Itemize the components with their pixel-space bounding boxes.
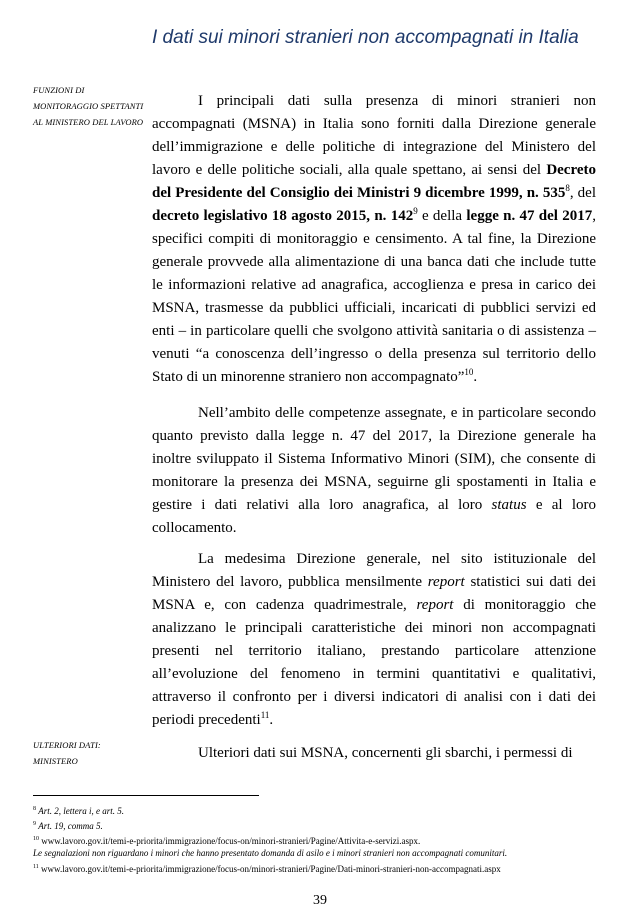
footnote-10: $^{10}$ www.lavoro.gov.it/temi-e-priorita/immigrazione/focus-on/minori-stranieri/Pagine/Attivita-e-servizi.aspx. Le segnalazioni non riguardano i minori che hanno presentato domanda di asilo e i minori stranieri non accompagnati comunitari.	[33, 836, 508, 858]
law-reference: legge n. 47 del 2017	[466, 208, 593, 224]
sidenote-further-data: ULTERIORI DATI: MINISTERO	[33, 740, 101, 766]
page-number: 39	[313, 893, 327, 908]
sidenote-monitoring-functions: FUNZIONI DI MONITORAGGIO SPETTANTI AL MINISTERO DEL LAVORO	[33, 85, 144, 127]
footnote-10-link[interactable]: www.lavoro.gov.it/temi-e-priorita/immigrazione/focus-on/minori-stranieri/Pagine/Attivita-e-servizi.aspx.	[41, 836, 421, 846]
footnote-ref-11[interactable]: 11	[260, 710, 270, 720]
paragraph-4: Ulteriori dati sui MSNA, concernenti gli sbarchi, i permessi di	[198, 745, 573, 761]
footnote-ref-9[interactable]: 9	[413, 206, 418, 216]
paragraph-3: La medesima Direzione generale, nel sito istituzionale del Ministero del lavoro, pubblica mensilmente report statistici sui dati dei MSNA e, con cadenza quadrimestrale, report di monitoraggio che analizzano le principali caratteristiche dei minori non accompagnati presenti nel territorio italiano, prestando particolare attenzione all’evoluzione del fenomeno in termini quantitativi e qualitativi, attraverso il confronto per i diversi indicatori di analisi con i dati dei periodi precedenti$^{11}$.	[152, 551, 597, 728]
footnote-ref-8[interactable]: 8	[565, 183, 570, 193]
footnote-8: $^8$ Art. 2, lettera i, e art. 5.	[33, 806, 124, 816]
footnote-10-note: Le segnalazioni non riguardano i minori che hanno presentato domanda di asilo e i minori stranieri non accompagnati comunitari.	[33, 848, 508, 858]
section-title: I dati sui minori stranieri non accompagnati in Italia	[152, 27, 579, 48]
decree-reference: Decreto del Presidente del Consiglio dei Ministri 9 dicembre 1999, n. 535	[152, 162, 596, 201]
footnote-ref-10[interactable]: 10	[464, 367, 474, 377]
footnote-separator	[33, 795, 259, 796]
footnote-9: $^9$ Art. 19, comma 5.	[33, 821, 103, 831]
paragraph-1: I principali dati sulla presenza di minori stranieri non accompagnati (MSNA) in Italia sono forniti dalla Direzione generale dell’immigrazione e delle politiche di integrazione del Ministero del lavoro e delle politiche sociali, alla quale spettano, ai sensi del Decreto del Presidente del Consiglio dei Ministri 9 dicembre 1999, n. $535^8$, del decreto legislativo 18 agosto 2015, n. $142^9$ e della legge n. 47 del 2017, specifici compiti di monitoraggio e censimento. A tal fine, la Direzione generale provvede alla alimentazione di una banca dati che include tutte le informazioni relative ad anagrafica, accoglienza e presa in carico dei MSNA, trasmesse da pubblici ufficiali, incaricati di pubblici servizi ed enti – in particolare quelli che svolgono attività sanitaria o di assistenza – venuti “a conoscenza dell’ingresso o della presenza sul territorio dello Stato di un minorenne straniero non accompagnato”$^{10}$.	[152, 93, 596, 385]
legislative-decree-reference: decreto legislativo 18 agosto 2015, n. 142	[152, 208, 414, 224]
paragraph-2: Nell’ambito delle competenze assegnate, e in particolare secondo quanto previsto dalla legge n. 47 del 2017, la Direzione generale ha inoltre sviluppato il Sistema Informativo Minori (SIM), che consente di monitorare la presenza dei MSNA, seguirne gli spostamenti in Italia e gestire i dati relativi alla loro anagrafica, al loro status e al loro collocamento.	[152, 405, 596, 536]
footnote-11: $^{11}$ www.lavoro.gov.it/temi-e-priorita/immigrazione/focus-on/minori-stranieri/Pagine/Dati-minori-stranieri-non-accompagnati.aspx	[33, 864, 501, 874]
footnote-11-link[interactable]: www.lavoro.gov.it/temi-e-priorita/immigrazione/focus-on/minori-stranieri/Pagine/Dati-minori-stranieri-non-accompagnati.aspx	[41, 864, 501, 874]
